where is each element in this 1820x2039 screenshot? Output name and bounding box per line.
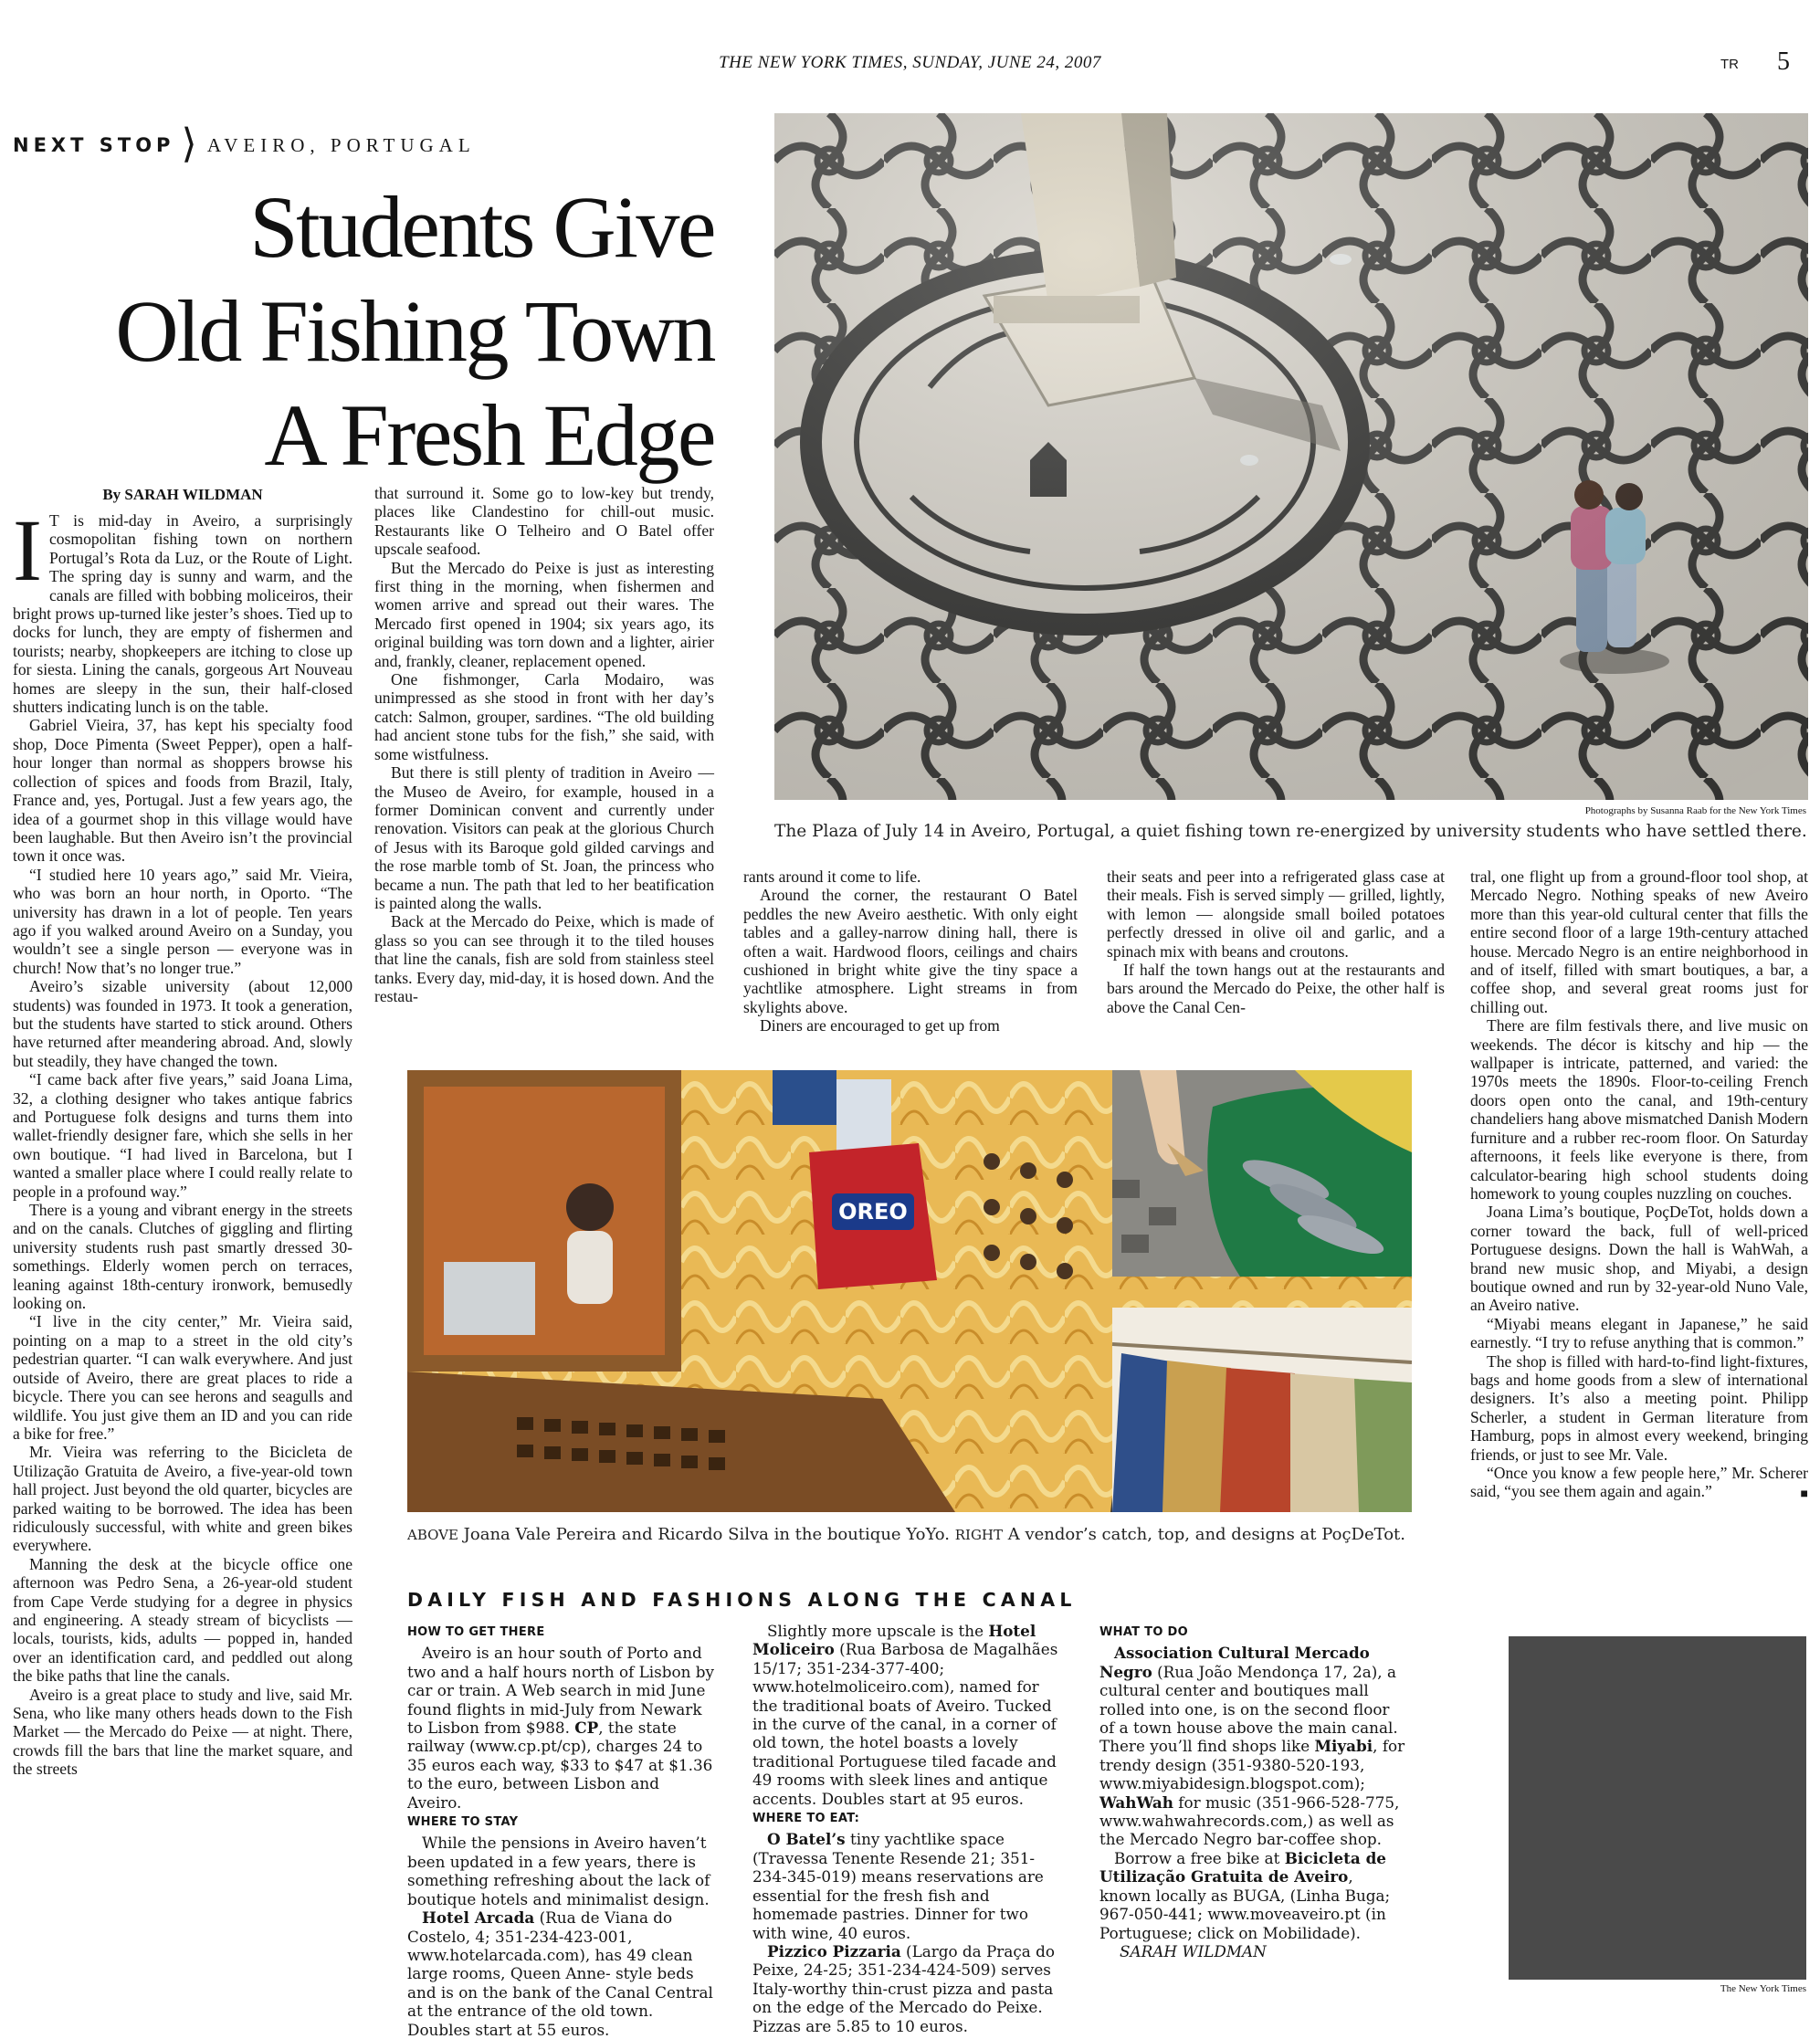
headline-line-2: Old Fishing Town <box>115 282 714 380</box>
kicker-location: AVEIRO, PORTUGAL <box>206 134 476 156</box>
sidebar-paragraph: Aveiro is an hour south of Porto and two and a half hours north of Lisbon by car or train. A Web search in mid June found flights in mid-July from Newark to Lisbon from $988. CP, the state railway (www.cp.pt/cp), charges 24 to 35 euros each way, $33 to $47 at $1.36 to the euro, between Lisbon and Aveiro. <box>407 1644 714 1812</box>
page-number: 5 <box>1777 47 1790 76</box>
article-paragraph: Diners are encouraged to get up from <box>760 1016 1000 1035</box>
sidebar-heading-get-there: HOW TO GET THERE <box>407 1625 545 1639</box>
sidebar-column-2 <box>752 1622 1059 2035</box>
sidebar-paragraph: O Batel’s tiny yachtlike space (Travessa Tenente Resende 21; 351-234-345-019) means reservations are essential for the fresh fish and homemade pastries. Dinner for two with wine, 40 euros. <box>752 1830 1044 1942</box>
kicker <box>13 121 476 167</box>
article-paragraph: Aveiro’s sizable university (about 12,000 students) was founded in 1973. It took a generation, but the students have started to stick around. Others have returned after meandering abroad. And, slowly but steadily, they have changed the town. <box>13 977 352 1070</box>
byline: By SARAH WILDMAN <box>102 486 263 503</box>
headline-line-1: Students Give <box>249 178 714 276</box>
section-code: TR <box>1720 57 1739 72</box>
sidebar-paragraph: While the pensions in Aveiro haven’t been updated in a few years, there is something refreshing about the lack of boutique hotels and minimalist design. <box>407 1834 710 1908</box>
article-column-4 <box>1107 867 1445 1035</box>
map-credit: The New York Times <box>1720 1983 1806 1994</box>
article-paragraph: There is a young and vibrant energy in the streets and on the canals. Clutches of giggling and flirting university students rush past smartly dressed 30-somethings. Elderly women perch on terraces, leaning against 18th-century ironwork, bemusedly looking on. <box>13 1201 352 1313</box>
article-paragraph: rants around it come to life. <box>743 867 921 886</box>
article-paragraph: that surround it. Some go to low-key but trendy, places like Clandestino for chill-out music. Restaurants like O Telheiro and O Batel offer upscale seafood. <box>374 484 714 559</box>
sidebar-paragraph: Slightly more upscale is the Hotel Moliceiro (Rua Barbosa de Magalhães 15/17; 351-234-377-400; www.hotelmoliceiro.com), named for the traditional boats of Aveiro. Tucked in the curve of the canal, in a corner of old town, the hotel boasts a lovely traditional Portuguese tiled facade and 49 rooms with sleek lines and antique accents. Doubles start at 95 euros. <box>752 1622 1058 1808</box>
article-paragraph: “I live in the city center,” Mr. Vieira said, pointing on a map to a street in the old city’s pedestrian quarter. “I can walk everywhere. And just outside of Aveiro, there are great places to ride a bicycle. There you can see herons and seagulls and wildlife. You just give them an ID and you can ride a bike for free.” <box>13 1312 352 1443</box>
drop-cap: I <box>13 501 42 599</box>
article-paragraph: tral, one flight up from a ground-floor tool shop, at Mercado Negro. Nothing speaks of new Aveiro more than this year-old cultural center that fills the entire second floor of a large 19th-century attached house. Mercado Negro is an entire neighborhood in and of itself, filled with smart boutiques, a bar, a coffee shop, and several great rooms just for chilling out. <box>1470 867 1808 1016</box>
sidebar-column-1 <box>407 1622 714 2039</box>
kicker-label: NEXT STOP <box>13 134 175 156</box>
article-paragraph: “I came back after five years,” said Joana Lima, 32, a clothing designer who takes antique fabrics and Portuguese folk designs and turns them into wallet-friendly designer fare, which she sells in her own boutique. “I had lived in Barcelona, but I wanted a smaller place where I could really relate to people in a profound way.” <box>13 1070 352 1201</box>
headline-line-3: A Fresh Edge <box>264 386 714 484</box>
article-paragraph: Joana Lima’s boutique, PoçDeTot, holds down a corner toward the back, full of well-priced Portuguese designs. Down the hall is WahWah, a brand new music shop, and Miyabi, a design boutique owned and run by 32-year-old Nuno Vale, an Aveiro native. <box>1470 1203 1808 1315</box>
photo-credit: Photographs by Susanna Raab for the New York Times <box>1584 805 1806 816</box>
article-paragraph: their seats and peer into a refrigerated glass case at their meals. Fish is served simply — grilled, lightly, with lemon — alongside small boiled potatoes perfectly dressed in olive oil and garlic, and a spinach mix with beans and croutons. <box>1107 867 1445 961</box>
article-paragraph: But the Mercado do Peixe is just as interesting first thing in the morning, when fishermen and women arrive and spread out their wares. The Mercado first opened in 1904; six years ago, its original building was torn down and a lighter, airier and, frankly, cleaner, replacement opened. <box>374 558 714 670</box>
article-paragraph: Around the corner, the restaurant O Batel peddles the new Aveiro aesthetic. With only eight tables and a galley-narrow dining hall, there is often a wait. Hardwood floors, ceilings and chairs cushioned in bright white give the tiny space a yachtlike atmosphere. Light streams in from skylights above. <box>743 886 1078 1016</box>
article-paragraph: One fishmonger, Carla Modairo, was unimpressed as she stood in front with her day’s catch: Salmon, grouper, sardines. “The old building had ancient stone tubs for the fish,” she said, with some wistfulness. <box>374 670 714 763</box>
article-column-2 <box>374 484 714 1030</box>
end-mark: ■ <box>1800 1487 1808 1502</box>
article-paragraph: Gabriel Vieira, 37, has kept his specialty food shop, Doce Pimenta (Sweet Pepper), open a half-hour longer than normal as shoppers browse his collection of spices and foods from Brazil, Italy, France and, yes, Portugal. Just a few years ago, the idea of a gourmet shop in this village would have been laughable. But then Aveiro isn’t the provincial town it once was. <box>13 716 352 866</box>
clothes-photo <box>1112 1308 1412 1512</box>
kicker-arrow-icon: ⟩ <box>181 121 197 167</box>
sidebar-paragraph: Borrow a free bike at Bicicleta de Utilização Gratuita de Aveiro, known locally as BUGA, (Linha Buga; 967-050-441; www.moveaveiro.pt (in Portuguese; click on Mobilidade). SARAH WILDMAN <box>1099 1848 1391 1960</box>
sidebar-paragraph: Association Cultural Mercado Negro (Rua João Mendonça 17, 2a), a cultural center and boutiques mall rolled into one, is on the second floor of a town house above the main canal. There you’ll find shops like Miyabi, for trendy design (351-9380-520-193, www.miyabidesign.blogspot.com); WahWah for music (351-966-528-775, www.wahwahrecords.com,) as well as the Mercado Negro bar-coffee shop. <box>1099 1644 1405 1849</box>
article-column-5 <box>1470 867 1808 1598</box>
fish-photo <box>1112 1070 1412 1277</box>
caption-above-label: ABOVE <box>407 1527 458 1543</box>
article-paragraph: “Miyabi means elegant in Japanese,” he said earnestly. “I try to refuse anything that is common.” <box>1470 1314 1808 1352</box>
sidebar-heading-stay: WHERE TO STAY <box>407 1815 519 1830</box>
article-paragraph: “Once you know a few people here,” Mr. Scherer said, “you see them again and again.” ■ <box>1470 1464 1808 1501</box>
article-column-3 <box>743 867 1078 1035</box>
article-paragraph: “I studied here 10 years ago,” said Mr. Vieira, who was born an hour north, in Oporto. “The university has drawn in a lot of people. Ten years ago if you walked around Aveiro on a Sunday, you wouldn’t see a single person — everyone was in church! Now that’s no longer true.” <box>13 865 352 977</box>
plaza-photo-art <box>774 113 1808 800</box>
caption-right-label: RIGHT <box>954 1527 1004 1543</box>
sidebar-heading-do: WHAT TO DO <box>1099 1625 1188 1639</box>
locator-map <box>1509 1636 1806 1980</box>
article-paragraph: I T is mid-day in Aveiro, a surprisingly cosmopolitan fishing town on northern Portugal’s Rota da Luz, or the Route of Light. The spring day is sunny and warm, and the canals are filled with bobbing moliceiros, their bright prows up-turned like jester’s shoes. Tied up to docks for lunch, they are empty of fishermen and tourists; nearby, shopkeepers are itching to close up for siesta. Lining the canals, gorgeous Art Nouveau homes are sleepy in the sun, their half-closed shutters indicating lunch is on the table. <box>13 501 352 717</box>
headline <box>37 175 714 488</box>
sidebar-heading-eat: WHERE TO EAT: <box>752 1812 860 1826</box>
sidebar-paragraph: Hotel Arcada (Rua de Viana do Costelo, 4; 351-234-423-001, www.hotelarcada.com), has 49 clean large rooms, Queen Anne- style beds and is on the bank of the Canal Central at the entrance of the old town. Doubles start at 55 euros. <box>407 1908 713 2039</box>
article-paragraph: If half the town hangs out at the restaurants and bars around the Mercado do Peixe, the other half is above the Canal Cen- <box>1107 961 1445 1016</box>
article-paragraph: Aveiro is a great place to study and live, said Mr. Sena, who like many others heads down to the Fish Market — the Mercado do Peixe — at night. There, crowds fill the bars that line the market square, and the streets <box>13 1685 352 1779</box>
article-paragraph: The shop is filled with hard-to-find light-fixtures, bags and home goods from a slew of international designers. It’s also a meeting point. Philipp Scherler, a student in German literature from Hamburg, pops in almost every weekend, bringing friends, or just to see Mr. Vale. <box>1470 1351 1808 1464</box>
plaza-photo <box>774 113 1808 800</box>
secondary-photo-caption: ABOVE Joana Vale Pereira and Ricardo Silva in the boutique YoYo. RIGHT A vendor’s catch, top, and designs at PoçDeTot. <box>407 1525 1406 1544</box>
article-paragraph: Manning the desk at the bicycle office one afternoon was Pedro Sena, a 26-year-old student from Cape Verde studying for a degree in physics and engineering. A steady stream of bicyclists — locals, tourists, kids, adults — popped in, handed over an identification card, and peddled out along the bike paths that line the canals. <box>13 1554 352 1686</box>
main-photo-caption: The Plaza of July 14 in Aveiro, Portugal, a quiet fishing town re-energized by university students who have settled there. <box>774 822 1807 841</box>
article-column-1 <box>13 501 352 1983</box>
article-paragraph: Mr. Vieira was referring to the Bicicleta de Utilização Gratuita de Aveiro, a five-year-old town hall project. Just beyond the old quarter, bicycles are parked waiting to be borrowed. The idea has been ridiculously successful, with white and green bikes everywhere. <box>13 1443 352 1555</box>
clothes-photo-art <box>1112 1308 1412 1512</box>
sidebar-signature: SARAH WILDMAN <box>1120 1941 1267 1960</box>
oreo-bag-text: OREO <box>838 1199 908 1224</box>
sidebar-title: DAILY FISH AND FASHIONS ALONG THE CANAL <box>407 1589 1077 1611</box>
sidebar-paragraph: Pizzico Pizzaria (Largo da Praça do Peixe, 24-25; 351-234-424-509) serves Italy-worthy thin-crust pizza and pasta on the edge of the Mercado do Peixe. Pizzas are 5.85 to 10 euros. <box>752 1941 1055 2035</box>
fish-photo-art <box>1112 1070 1412 1277</box>
article-paragraph: But there is still plenty of tradition in Aveiro — the Museo de Aveiro, for example, housed in a former Dominican convent and currently under renovation. Visitors can peak at the glorious Church of Jesus with its Baroque gold gilded carvings and the rose marble tomb of St. Joan, the princess who became a nun. The path that led to her beatification is painted along the walls. <box>374 763 714 912</box>
article-paragraph: There are film festivals there, and live music on weekends. The décor is kitschy and hip — the wallpaper is intricate, patterned, and varied: the 1970s meets the 1890s. Floor-to-ceiling French doors open onto the canal, and 19th-century chandeliers hang above mismatched Danish Modern furniture and a rubber rec-room floor. On Saturday afternoons, it feels like everyone is there, from calculator-bearing high school students doing homework to young couples nuzzling on couches. <box>1470 1016 1808 1203</box>
article-paragraph: Back at the Mercado do Peixe, which is made of glass so you can see through it to the tiled houses that line the canals, fish are sold from stainless steel tanks. Every day, mid-day, it is hosed down. And the restau- <box>374 912 714 1005</box>
dateline: THE NEW YORK TIMES, SUNDAY, JUNE 24, 2007 <box>719 53 1101 72</box>
sidebar-column-3 <box>1099 1622 1406 1987</box>
